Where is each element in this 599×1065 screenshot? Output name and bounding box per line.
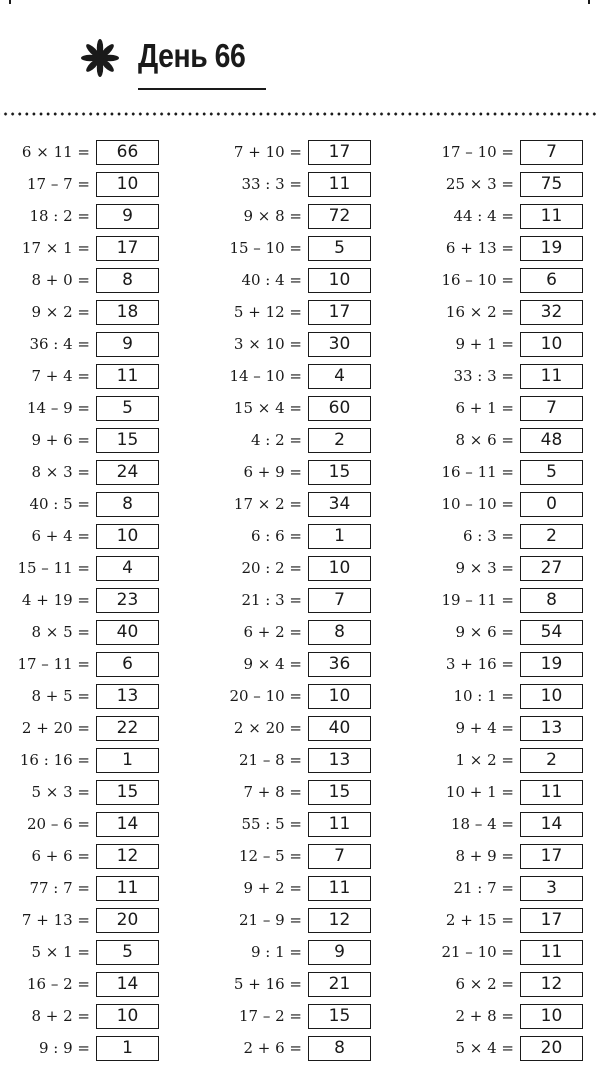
exercise-row [0, 1033, 170, 1065]
answer-box[interactable]: 10 [96, 172, 159, 197]
exercise-expression: 5 × 4 = [455, 1039, 514, 1057]
answer-box[interactable]: 14 [96, 972, 159, 997]
exercise-expression: 44 : 4 = [453, 207, 514, 225]
answer-box[interactable]: 66 [96, 140, 159, 165]
exercise-expression: 6 : 6 = [250, 527, 302, 545]
answer-box[interactable]: 40 [96, 620, 159, 645]
answer-box[interactable]: 1 [96, 748, 159, 773]
answer-box[interactable]: 19 [520, 236, 583, 261]
answer-box[interactable]: 40 [308, 716, 371, 741]
answer-box[interactable]: 11 [308, 812, 371, 837]
exercise-expression: 8 + 5 = [31, 687, 90, 705]
answer-box[interactable]: 9 [96, 204, 159, 229]
exercise-row [212, 297, 382, 329]
exercise-row [212, 169, 382, 201]
exercise-row [212, 745, 382, 777]
exercise-row [212, 553, 382, 585]
title-underline [138, 88, 266, 90]
exercise-expression: 9 : 9 = [38, 1039, 90, 1057]
exercise-row [0, 265, 170, 297]
exercise-expression: 20 – 10 = [229, 687, 302, 705]
exercise-expression: 21 – 9 = [238, 911, 302, 929]
exercise-row [212, 713, 382, 745]
exercise-row [212, 137, 382, 169]
exercise-expression: 9 : 1 = [250, 943, 302, 961]
exercise-expression: 77 : 7 = [29, 879, 90, 897]
exercise-column-3 [424, 137, 594, 1065]
exercise-expression: 40 : 4 = [241, 271, 302, 289]
exercise-expression: 10 – 10 = [441, 495, 514, 513]
exercise-expression: 10 : 1 = [453, 687, 514, 705]
answer-box[interactable]: 24 [96, 460, 159, 485]
exercise-row [0, 361, 170, 393]
exercise-row [0, 745, 170, 777]
answer-box[interactable]: 54 [520, 620, 583, 645]
answer-box[interactable]: 17 [520, 844, 583, 869]
exercise-expression: 16 × 2 = [445, 303, 514, 321]
answer-box[interactable]: 13 [520, 716, 583, 741]
exercise-row [424, 361, 594, 393]
answer-box[interactable]: 27 [520, 556, 583, 581]
exercise-expression: 21 – 10 = [441, 943, 514, 961]
answer-box[interactable]: 20 [520, 1036, 583, 1061]
exercise-expression: 3 + 16 = [445, 655, 514, 673]
exercise-row [424, 809, 594, 841]
exercise-row [424, 329, 594, 361]
exercise-row [424, 681, 594, 713]
exercise-expression: 8 × 5 = [31, 623, 90, 641]
answer-box[interactable]: 15 [308, 460, 371, 485]
exercise-row [424, 553, 594, 585]
answer-box[interactable]: 75 [520, 172, 583, 197]
answer-box[interactable]: 48 [520, 428, 583, 453]
exercise-expression: 15 – 10 = [229, 239, 302, 257]
answer-box[interactable]: 32 [520, 300, 583, 325]
exercise-expression: 21 : 7 = [453, 879, 514, 897]
answer-box[interactable]: 72 [308, 204, 371, 229]
exercise-row [212, 873, 382, 905]
exercise-expression: 9 + 6 = [31, 431, 90, 449]
answer-box[interactable]: 2 [520, 748, 583, 773]
exercise-row [424, 233, 594, 265]
exercise-row [424, 1033, 594, 1065]
exercise-expression: 9 × 2 = [31, 303, 90, 321]
exercise-expression: 21 – 8 = [238, 751, 302, 769]
exercise-expression: 33 : 3 = [241, 175, 302, 193]
exercise-expression: 9 × 6 = [455, 623, 514, 641]
exercise-row [424, 1001, 594, 1033]
exercise-row [212, 585, 382, 617]
exercise-row [212, 777, 382, 809]
exercise-row [0, 617, 170, 649]
answer-box[interactable]: 5 [96, 940, 159, 965]
answer-box[interactable]: 34 [308, 492, 371, 517]
exercise-expression: 14 – 9 = [26, 399, 90, 417]
exercise-expression: 17 × 1 = [21, 239, 90, 257]
exercise-row [212, 233, 382, 265]
exercise-row [212, 1001, 382, 1033]
answer-box[interactable]: 36 [308, 652, 371, 677]
answer-box[interactable]: 14 [96, 812, 159, 837]
exercise-expression: 6 + 2 = [243, 623, 302, 641]
answer-box[interactable]: 60 [308, 396, 371, 421]
exercise-expression: 14 – 10 = [229, 367, 302, 385]
exercise-expression: 7 + 10 = [233, 143, 302, 161]
answer-box[interactable]: 20 [96, 908, 159, 933]
exercise-row [0, 1001, 170, 1033]
answer-box[interactable]: 2 [308, 428, 371, 453]
answer-box[interactable]: 0 [520, 492, 583, 517]
answer-box[interactable]: 13 [308, 748, 371, 773]
answer-box[interactable]: 8 [308, 620, 371, 645]
exercise-expression: 55 : 5 = [241, 815, 302, 833]
exercise-expression: 6 + 6 = [31, 847, 90, 865]
exercise-row [0, 649, 170, 681]
answer-box[interactable]: 12 [96, 844, 159, 869]
answer-box[interactable]: 17 [308, 140, 371, 165]
answer-box[interactable]: 1 [308, 524, 371, 549]
exercise-expression: 5 + 16 = [233, 975, 302, 993]
exercise-row [212, 681, 382, 713]
exercise-row [0, 393, 170, 425]
answer-box[interactable]: 23 [96, 588, 159, 613]
exercise-row [212, 841, 382, 873]
dotted-divider [0, 111, 599, 117]
exercise-expression: 8 + 9 = [455, 847, 514, 865]
answer-box[interactable]: 7 [520, 140, 583, 165]
answer-box[interactable]: 1 [96, 1036, 159, 1061]
exercise-row [424, 297, 594, 329]
exercise-row [424, 649, 594, 681]
exercise-row [424, 521, 594, 553]
exercise-expression: 9 + 1 = [455, 335, 514, 353]
exercise-row [0, 425, 170, 457]
exercise-row [212, 265, 382, 297]
exercise-expression: 9 + 4 = [455, 719, 514, 737]
exercise-expression: 15 – 11 = [17, 559, 90, 577]
answer-box[interactable]: 15 [96, 780, 159, 805]
exercise-row [424, 841, 594, 873]
exercise-expression: 18 – 4 = [450, 815, 514, 833]
exercise-row [212, 329, 382, 361]
exercise-row [212, 393, 382, 425]
exercise-row [424, 425, 594, 457]
answer-box[interactable]: 9 [308, 940, 371, 965]
exercise-row [424, 617, 594, 649]
answer-box[interactable]: 5 [96, 396, 159, 421]
answer-box[interactable]: 12 [308, 908, 371, 933]
exercise-row [0, 329, 170, 361]
exercise-expression: 16 – 10 = [441, 271, 514, 289]
answer-box[interactable]: 8 [308, 1036, 371, 1061]
exercise-row [0, 553, 170, 585]
exercise-expression: 6 : 3 = [462, 527, 514, 545]
answer-box[interactable]: 10 [520, 684, 583, 709]
exercise-row [212, 969, 382, 1001]
exercise-row [424, 777, 594, 809]
exercise-expression: 12 – 5 = [238, 847, 302, 865]
exercise-row [212, 649, 382, 681]
answer-box[interactable]: 15 [308, 1004, 371, 1029]
exercise-row [0, 873, 170, 905]
exercise-expression: 2 + 8 = [455, 1007, 514, 1025]
exercise-expression: 6 + 1 = [455, 399, 514, 417]
answer-box[interactable]: 8 [96, 492, 159, 517]
answer-box[interactable]: 8 [96, 268, 159, 293]
exercise-row [424, 489, 594, 521]
exercise-expression: 6 + 9 = [243, 463, 302, 481]
answer-box[interactable]: 21 [308, 972, 371, 997]
exercise-row [424, 169, 594, 201]
exercise-expression: 6 + 4 = [31, 527, 90, 545]
exercise-expression: 20 : 2 = [241, 559, 302, 577]
exercise-expression: 19 – 11 = [441, 591, 514, 609]
exercise-expression: 4 : 2 = [250, 431, 302, 449]
exercise-row [424, 585, 594, 617]
exercise-expression: 2 × 20 = [233, 719, 302, 737]
answer-box[interactable]: 10 [96, 1004, 159, 1029]
exercise-expression: 6 × 11 = [21, 143, 90, 161]
exercise-row [0, 169, 170, 201]
exercise-row [212, 809, 382, 841]
exercise-row [0, 201, 170, 233]
exercise-expression: 10 + 1 = [445, 783, 514, 801]
exercise-row [212, 201, 382, 233]
exercise-row [0, 457, 170, 489]
exercise-expression: 9 + 2 = [243, 879, 302, 897]
exercise-row [0, 905, 170, 937]
exercise-row [424, 873, 594, 905]
exercise-expression: 8 + 2 = [31, 1007, 90, 1025]
answer-box[interactable]: 10 [308, 268, 371, 293]
exercise-row [0, 489, 170, 521]
exercise-row [0, 969, 170, 1001]
exercise-expression: 25 × 3 = [445, 175, 514, 193]
answer-box[interactable]: 18 [96, 300, 159, 325]
answer-box[interactable]: 11 [520, 940, 583, 965]
answer-box[interactable]: 30 [308, 332, 371, 357]
exercise-row [424, 905, 594, 937]
exercise-row [424, 713, 594, 745]
answer-box[interactable]: 19 [520, 652, 583, 677]
exercise-row [0, 233, 170, 265]
answer-box[interactable]: 6 [520, 268, 583, 293]
exercise-expression: 16 : 16 = [19, 751, 90, 769]
answer-box[interactable]: 10 [308, 684, 371, 709]
answer-box[interactable]: 11 [520, 204, 583, 229]
exercise-row [0, 841, 170, 873]
exercise-expression: 8 × 6 = [455, 431, 514, 449]
answer-box[interactable]: 14 [520, 812, 583, 837]
exercise-row [0, 809, 170, 841]
exercise-row [212, 905, 382, 937]
exercise-row [0, 713, 170, 745]
exercise-expression: 2 + 20 = [21, 719, 90, 737]
exercise-row [0, 777, 170, 809]
answer-box[interactable]: 12 [520, 972, 583, 997]
exercise-row [0, 521, 170, 553]
exercise-row [212, 361, 382, 393]
answer-box[interactable]: 10 [520, 1004, 583, 1029]
answer-box[interactable]: 22 [96, 716, 159, 741]
exercise-row [0, 137, 170, 169]
exercise-expression: 40 : 5 = [29, 495, 90, 513]
exercise-expression: 3 × 10 = [233, 335, 302, 353]
exercise-expression: 18 : 2 = [29, 207, 90, 225]
exercise-expression: 6 + 13 = [445, 239, 514, 257]
answer-box[interactable]: 9 [96, 332, 159, 357]
answer-box[interactable]: 6 [96, 652, 159, 677]
exercise-expression: 17 – 11 = [17, 655, 90, 673]
exercise-expression: 20 – 6 = [26, 815, 90, 833]
exercise-expression: 1 × 2 = [455, 751, 514, 769]
exercise-row [424, 201, 594, 233]
answer-box[interactable]: 7 [308, 588, 371, 613]
exercise-expression: 16 – 2 = [26, 975, 90, 993]
answer-box[interactable]: 5 [520, 460, 583, 485]
exercise-expression: 5 × 1 = [31, 943, 90, 961]
answer-box[interactable]: 11 [96, 876, 159, 901]
exercise-expression: 17 × 2 = [233, 495, 302, 513]
exercise-row [212, 425, 382, 457]
answer-box[interactable]: 7 [520, 396, 583, 421]
exercise-expression: 7 + 4 = [31, 367, 90, 385]
answer-box[interactable]: 11 [96, 364, 159, 389]
answer-box[interactable]: 11 [308, 172, 371, 197]
exercise-expression: 16 – 11 = [441, 463, 514, 481]
answer-box[interactable]: 4 [308, 364, 371, 389]
exercise-column-1 [0, 137, 170, 1065]
exercise-row [0, 681, 170, 713]
exercise-expression: 36 : 4 = [29, 335, 90, 353]
exercise-row [0, 297, 170, 329]
exercise-expression: 5 × 3 = [31, 783, 90, 801]
answer-box[interactable]: 4 [96, 556, 159, 581]
page-title: День 66 [138, 37, 246, 74]
exercise-expression: 8 + 0 = [31, 271, 90, 289]
answer-box[interactable]: 10 [96, 524, 159, 549]
answer-box[interactable]: 3 [520, 876, 583, 901]
exercise-column-2 [212, 137, 382, 1065]
exercise-expression: 8 × 3 = [31, 463, 90, 481]
exercise-expression: 4 + 19 = [21, 591, 90, 609]
exercise-expression: 17 – 7 = [26, 175, 90, 193]
answer-box[interactable]: 11 [520, 364, 583, 389]
answer-box[interactable]: 11 [520, 780, 583, 805]
exercise-row [424, 457, 594, 489]
exercise-expression: 17 – 10 = [441, 143, 514, 161]
exercise-expression: 17 – 2 = [238, 1007, 302, 1025]
snowflake-asterisk-icon [80, 38, 120, 78]
answer-box[interactable]: 15 [96, 428, 159, 453]
exercise-row [212, 937, 382, 969]
answer-box[interactable]: 17 [96, 236, 159, 261]
answer-box[interactable]: 15 [308, 780, 371, 805]
answer-box[interactable]: 17 [308, 300, 371, 325]
exercise-row [212, 457, 382, 489]
exercise-row [424, 137, 594, 169]
exercise-row [212, 617, 382, 649]
exercise-row [0, 937, 170, 969]
exercise-expression: 9 × 4 = [243, 655, 302, 673]
exercise-expression: 7 + 8 = [243, 783, 302, 801]
exercise-expression: 7 + 13 = [21, 911, 90, 929]
answer-box[interactable]: 10 [520, 332, 583, 357]
answer-box[interactable]: 2 [520, 524, 583, 549]
answer-box[interactable]: 11 [308, 876, 371, 901]
exercise-expression: 15 × 4 = [233, 399, 302, 417]
answer-box[interactable]: 8 [520, 588, 583, 613]
exercise-row [424, 265, 594, 297]
exercise-row [212, 521, 382, 553]
answer-box[interactable]: 5 [308, 236, 371, 261]
answer-box[interactable]: 13 [96, 684, 159, 709]
exercise-expression: 5 + 12 = [233, 303, 302, 321]
exercise-expression: 33 : 3 = [453, 367, 514, 385]
exercise-expression: 2 + 6 = [243, 1039, 302, 1057]
exercise-expression: 9 × 3 = [455, 559, 514, 577]
exercise-expression: 9 × 8 = [243, 207, 302, 225]
exercise-row [212, 1033, 382, 1065]
exercise-row [212, 489, 382, 521]
answer-box[interactable]: 7 [308, 844, 371, 869]
answer-box[interactable]: 17 [520, 908, 583, 933]
exercise-row [0, 585, 170, 617]
exercise-row [424, 745, 594, 777]
exercise-expression: 6 × 2 = [455, 975, 514, 993]
page-header [0, 0, 599, 100]
exercise-row [424, 393, 594, 425]
exercise-row [424, 969, 594, 1001]
answer-box[interactable]: 10 [308, 556, 371, 581]
exercise-expression: 2 + 15 = [445, 911, 514, 929]
exercise-expression: 21 : 3 = [241, 591, 302, 609]
exercise-row [424, 937, 594, 969]
